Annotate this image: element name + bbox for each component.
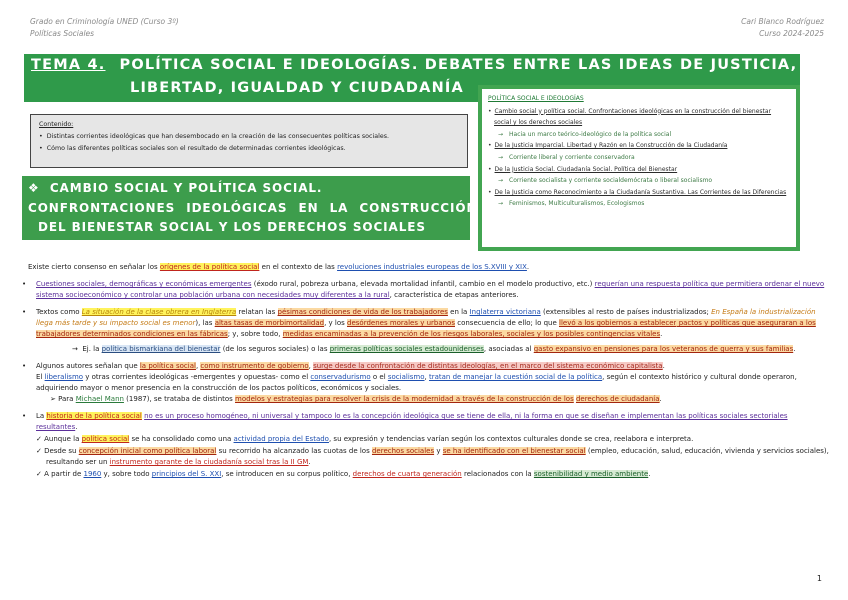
topic-number: TEMA 4. [31,57,106,73]
paragraph-authors: • Algunos autores señalan que la política social, como instrumento de gobierno, surge desde la confrontación de distintas ideologías, en el marco del sistema económico capitalista. El liberalismo y otras corrientes ideológicas -emergentes y opuestas- como el conservadurismo o el socialismo, tratan de manejar la cuestión social de la política, según el contexto histórico y cultural donde operaron, adquiriendo mayor o menor presencia en la construcción de los pactos políticos, económicos y sociales. ➢ Para Michael Mann (1987), se trataba de distintos modelos y estrategias para resolver la crisis de la modernidad a través de la construcción de los derechos de ciudadanía. [22,361,830,405]
outline-subitem: → Hacia un marco teórico-ideológico de la política social [488,129,790,141]
course-name: Grado en Criminología UNED (Curso 3º) [30,17,179,26]
outline-item: • De la Justicia como Reconocimiento a la Ciudadanía Sustantiva. Las Corrientes de las Diferencias [488,187,790,199]
section-heading-line-2: CONFRONTACIONES IDEOLÓGICAS EN LA CONSTRUCCIÓN [28,201,478,215]
paragraph-history: • La historia de la política social no es un proceso homogéneo, ni universal y tampoco lo es la concepción ideológica que se tiene de ella, ni la forma en que se diseñan e implementan las políticas sociales sectoriales resultantes. ✓ Aunque la política social se ha consolidado como una actividad propia del Estado, su expresión y tendencias varían según los contextos culturales donde se crea, reelabora e interpreta. ✓ Desde su concepción inicial como política laboral su recorrido ha alcanzado las cuotas de los derechos sociales y se ha identificado con el bienestar social (empleo, educación, salud, educación, vivienda y servicios sociales), resultando ser un instrumento garante de la ciudadanía social tras la II GM. ✓ A partir de 1960 y, sobre todo principios del S. XXI, se introducen en su corpus político, derechos de cuarta generación relacionados con la sostenibilidad y medio ambiente. [22,412,829,478]
bullet-icon: • [22,280,27,288]
author-name: Cari Blanco Rodríguez [741,17,824,26]
section-heading-line-1: ❖ CAMBIO SOCIAL Y POLÍTICA SOCIAL. [28,181,323,195]
contents-item: • Cómo las diferentes políticas sociales son el resultado de determinadas corrientes ideológicas. [39,143,459,155]
contents-box [30,114,468,168]
paragraph-working-class: • Textos como La situación de la clase obrera en Inglaterra relatan las pésimas condiciones de vida de los trabajadores en la Inglaterra victoriana (extensibles al resto de países industrializados; En España la industrialización llega más tarde y su impacto social es menor), las altas tasas de morbimortalidad, y los desórdenes morales y urbanos consecuencia de ello; lo que llevó a los gobiernos a establecer pactos y políticas que aseguraran a los trabajadores determinados condiciones en las fábricas; y, sobre todo, medidas encaminadas a la prevención de los riesgos laborales, sociales y los posibles contingencias vitales. → Ej. la política bismarkiana del bienestar (de los seguros sociales) o las primeras políticas sociales estadounidenses, asociadas al gasto expansivo en pensiones para los veteranos de guerra y sus familias. [22,307,830,355]
bullet-icon: • [22,308,27,316]
page-number: 1 [816,574,822,583]
bullet-icon: • [22,362,27,370]
header-right [741,16,824,40]
ideologies-outline-box [478,85,800,251]
page-title [31,57,797,73]
mann-line: ➢ Para Michael Mann (1987), se trataba de distintos modelos y estrategias para resolver la crisis de la modernidad a través de la construcción de los derechos de ciudadanía. [50,395,662,403]
outline-item: • De la Justicia Social. Ciudadanía Social. Política del Bienestar [488,164,790,176]
subject-name: Políticas Sociales [30,29,95,38]
arrowhead-bullet-icon: ➢ [50,395,56,403]
outline-subitem: → Corriente socialista y corriente socialdemócrata o liberal socialismo [488,175,790,187]
check-item: ✓ Aunque la política social se ha consolidado como una actividad propia del Estado, su expresión y tendencias varían según los contextos culturales donde se crea, reelabora e interpreta. [36,435,694,443]
paragraph-origins: Existe cierto consenso en señalar los orígenes de la política social en el contexto de las revoluciones industriales europeas de los S.XVIII y XIX. [28,263,530,271]
outline-item: • Cambio social y política social. Confrontaciones ideológicas en la construcción del bienestar social y los derechos sociales [488,106,790,129]
title-line-2: LIBERTAD, IGUALDAD Y CIUDADANÍA [130,80,464,96]
diamond-bullet-icon: ❖ [28,181,40,195]
course-year: Curso 2024-2025 [759,29,824,38]
header-left [30,16,179,40]
bullet-icon: • [22,412,27,420]
ideologies-title: POLÍTICA SOCIAL E IDEOLOGÍAS [488,95,584,102]
outline-subitem: → Corriente liberal y corriente conservadora [488,152,790,164]
example-line: → Ej. la política bismarkiana del bienestar (de los seguros sociales) o las primeras políticas sociales estadounidenses, asociadas al gasto expansivo en pensiones para los veteranos de guerra y sus familias. [72,345,796,353]
title-line-1: POLÍTICA SOCIAL E IDEOLOGÍAS. DEBATES ENTRE LAS IDEAS DE JUSTICIA, [119,57,798,73]
check-item: ✓ A partir de 1960 y, sobre todo principios del S. XXI, se introducen en su corpus político, derechos de cuarta generación relacionados con la sostenibilidad y medio ambiente. [36,470,651,478]
ideologies-line: El liberalismo y otras corrientes ideológicas -emergentes y opuestas- como el conservadurismo o el socialismo, tratan de manejar la cuestión social de la política, según el contexto histórico y cultural donde operaron, adquiriendo mayor o menor presencia en la construcción de los pactos políticos, económicos y sociales. [36,373,797,392]
outline-subitem: → Feminismos, Multiculturalismos, Ecologismos [488,198,790,210]
paragraph-social-issues: • Cuestiones sociales, demográficas y económicas emergentes (éxodo rural, pobreza urbana, elevada mortalidad infantil, cambio en el modelo productivo, etc.) requerían una respuesta política que permitiera ordenar el nuevo sistema socioeconómico y controlar una población urbana con necesidades muy diferentes a la rural, característica de etapas anteriores. [22,280,825,299]
arrow-right-icon: → [72,345,78,353]
section-heading-line-3: DEL BIENESTAR SOCIAL Y LOS DERECHOS SOCIALES [38,220,426,234]
contents-item: • Distintas corrientes ideológicas que han desembocado en la creación de las consecuentes políticas sociales. [39,131,459,143]
outline-item: • De la Justicia Imparcial. Libertad y Razón en la Construcción de la Ciudadanía [488,140,790,152]
document-body [22,262,830,486]
contents-label: Contenido: [39,121,74,128]
check-item: ✓ Desde su concepción inicial como política laboral su recorrido ha alcanzado las cuotas de los derechos sociales y se ha identificado con el bienestar social (empleo, educación, salud, educación, vivienda y servicios sociales), resultando ser un instrumento garante de la ciudadanía social tras la II GM. [36,447,829,466]
